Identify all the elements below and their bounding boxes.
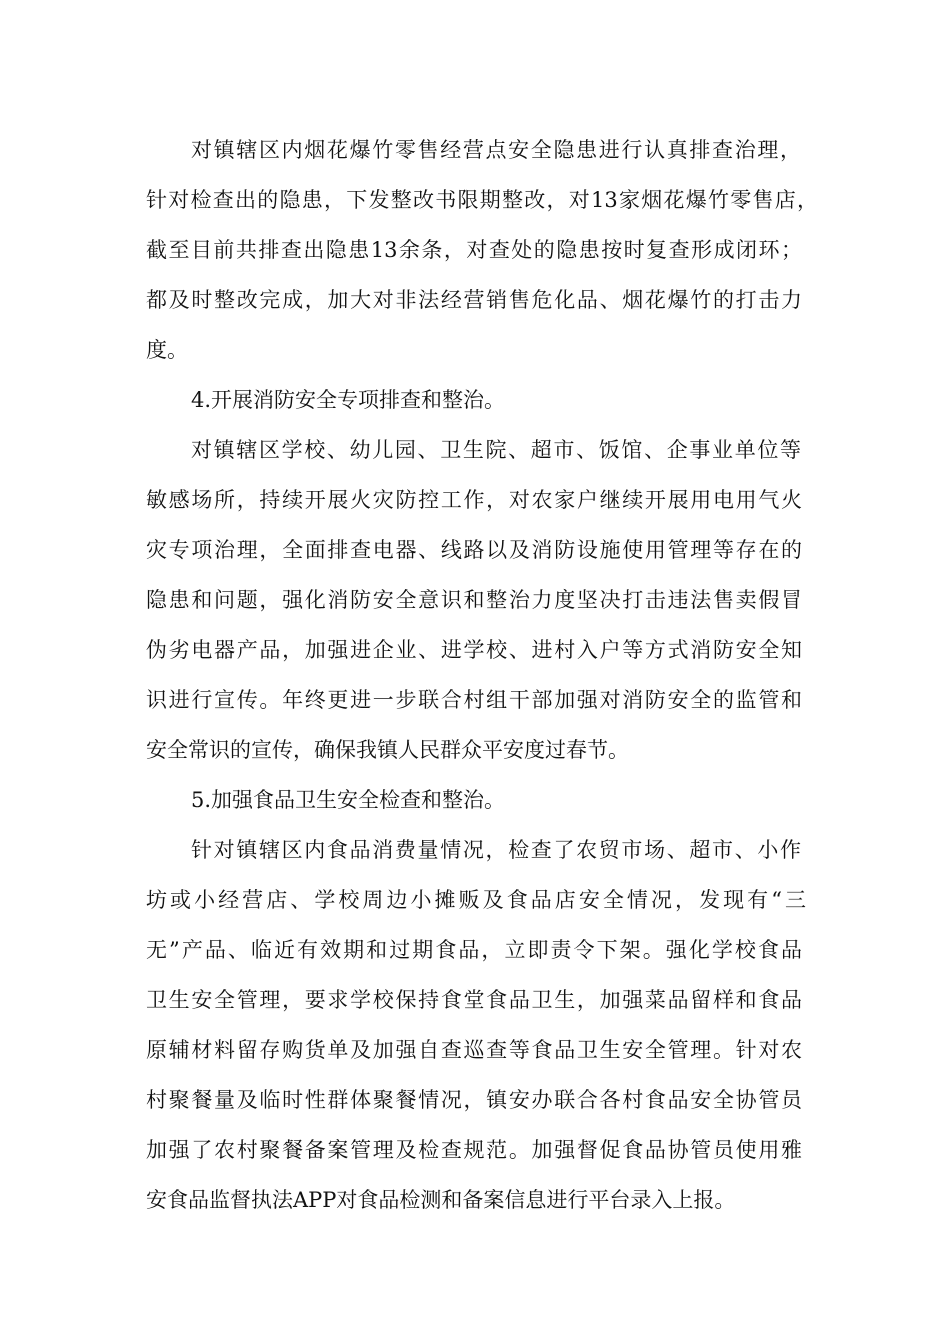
line-text: 度。 [146, 338, 188, 362]
paragraph-line [0, 1130, 950, 1170]
line-text: 针对检查出的隐患，下发整改书限期整改，对13家烟花爆竹零售店， [146, 188, 818, 212]
line-text: 敏感场所，持续开展火灾防控工作，对农家户继续开展用电用气火 [146, 488, 802, 512]
heading-text: 5.加强食品卫生安全检查和整治。 [191, 788, 506, 812]
section-heading [0, 380, 950, 420]
paragraph-line [0, 680, 950, 720]
line-text: 卫生安全管理，要求学校保持食堂食品卫生，加强菜品留样和食品 [146, 988, 802, 1012]
line-text: 隐患和问题，强化消防安全意识和整治力度坚决打击违法售卖假冒 [146, 588, 802, 612]
line-text: 灾专项治理，全面排查电器、线路以及消防设施使用管理等存在的 [146, 538, 802, 562]
line-text: 对镇辖区内烟花爆竹零售经营点安全隐患进行认真排查治理， [191, 138, 801, 162]
paragraph-line [0, 880, 950, 920]
line-text: 截至目前共排查出隐患13余条，对查处的隐患按时复查形成闭环； [146, 238, 802, 262]
paragraph-line [0, 980, 950, 1020]
paragraph-line [0, 230, 950, 270]
paragraph-line [0, 830, 950, 870]
paragraph-line [0, 580, 950, 620]
paragraph-line [0, 1080, 950, 1120]
line-text: 安食品监督执法APP对食品检测和备案信息进行平台录入上报。 [146, 1188, 736, 1212]
paragraph-line [0, 530, 950, 570]
line-text: 村聚餐量及临时性群体聚餐情况，镇安办联合各村食品安全协管员 [146, 1088, 802, 1112]
line-text: 无”产品、临近有效期和过期食品，立即责令下架。强化学校食品 [146, 938, 802, 962]
paragraph-line [0, 480, 950, 520]
heading-text: 4.开展消防安全专项排查和整治。 [191, 388, 506, 412]
paragraph-line [0, 130, 950, 170]
paragraph-line [0, 180, 950, 220]
line-text: 原辅材料留存购货单及加强自查巡查等食品卫生安全管理。针对农 [146, 1038, 802, 1062]
paragraph-line [0, 430, 950, 470]
paragraph-line [0, 1180, 950, 1220]
line-text: 针对镇辖区内食品消费量情况，检查了农贸市场、超市、小作 [191, 838, 801, 862]
paragraph-line [0, 730, 950, 770]
line-text: 安全常识的宣传，确保我镇人民群众平安度过春节。 [146, 738, 629, 762]
line-text: 伪劣电器产品，加强进企业、进学校、进村入户等方式消防安全知 [146, 638, 802, 662]
line-text: 坊或小经营店、学校周边小摊贩及食品店安全情况，发现有“三 [146, 888, 806, 912]
paragraph-line [0, 630, 950, 670]
paragraph-line [0, 280, 950, 320]
paragraph-line [0, 1030, 950, 1070]
line-text: 识进行宣传。年终更进一步联合村组干部加强对消防安全的监管和 [146, 688, 802, 712]
line-text: 都及时整改完成，加大对非法经营销售危化品、烟花爆竹的打击力 [146, 288, 802, 312]
paragraph-line [0, 930, 950, 970]
section-heading [0, 780, 950, 820]
line-text: 加强了农村聚餐备案管理及检查规范。加强督促食品协管员使用雅 [146, 1138, 802, 1162]
paragraph-line [0, 330, 950, 370]
line-text: 对镇辖区学校、幼儿园、卫生院、超市、饭馆、企事业单位等 [191, 438, 801, 462]
